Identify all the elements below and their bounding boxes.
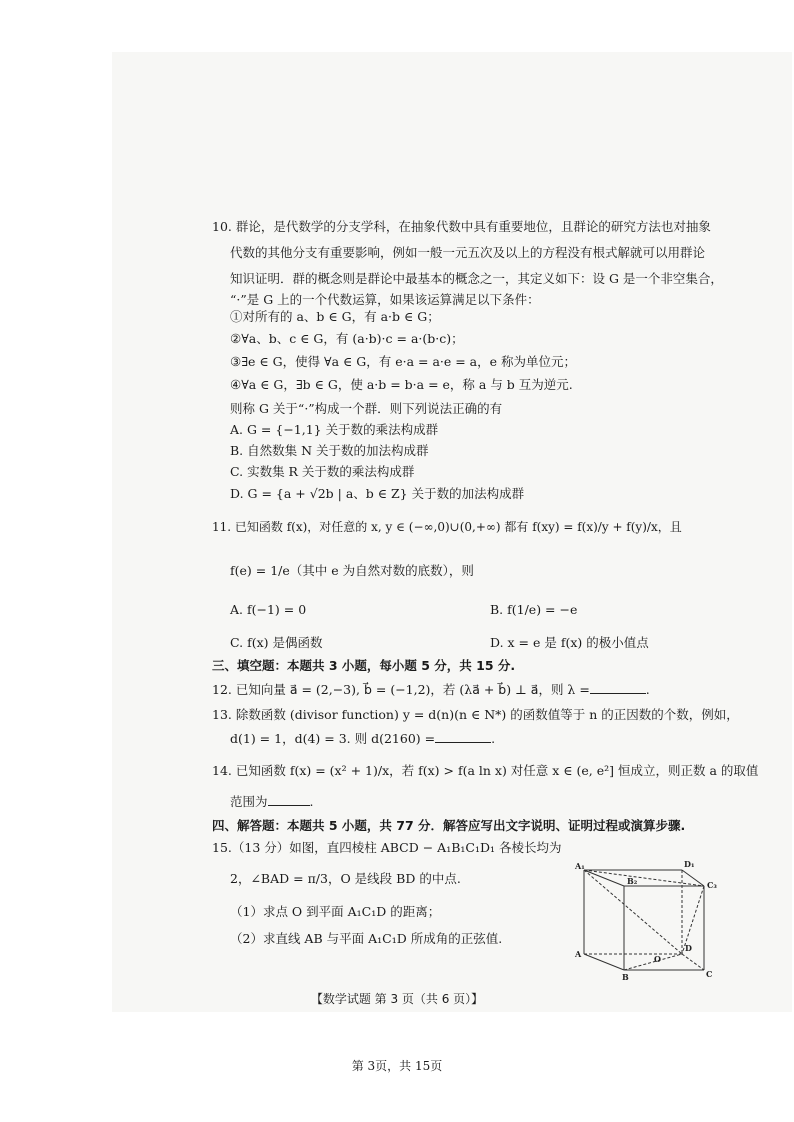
q11-option-c: C. f(x) 是偶函数: [230, 635, 323, 650]
q15-line-2: 2，∠BAD = π/3，O 是线段 BD 的中点.: [230, 871, 461, 886]
q15-part-2: （2）求直线 AB 与平面 A₁C₁D 所成角的正弦值.: [230, 931, 503, 946]
segment-b-d: [624, 954, 682, 970]
q12-end: .: [645, 682, 650, 697]
label-a1: A₁: [575, 861, 585, 871]
q11-option-b: B. f(1/e) = −e: [490, 602, 578, 617]
label-a: A: [575, 949, 582, 959]
outer-page-footer: 第 3页，共 15页: [351, 1059, 443, 1073]
label-c: C: [706, 969, 713, 979]
q13-answer-blank[interactable]: [435, 729, 491, 743]
q10-condition-2: ②∀a、b、c ∈ G，有 (a·b)·c = a·(b·c)；: [230, 331, 464, 346]
q13-line-1: 13. 除数函数 (divisor function) y = d(n)(n ∈ N*) 的函数值等于 n 的正因数的个数，例如，: [212, 707, 739, 722]
q11-line-1: 11. 已知函数 f(x)，对任意的 x, y ∈ (−∞,0)∪(0,+∞) 都有 f(xy) = f(x)/y + f(y)/x，且: [212, 520, 682, 534]
edge-a-b: [584, 954, 624, 970]
q14-stem: 范围为: [230, 794, 268, 809]
q12-answer-blank[interactable]: [590, 680, 646, 694]
q13-end: .: [491, 731, 496, 746]
q10-line-1: 10. 群论，是代数学的分支学科，在抽象代数中具有重要地位，且群论的研究方法也对抽象: [212, 219, 711, 234]
q10-line-4: “·”是 G 上的一个代数运算，如果该运算满足以下条件：: [230, 292, 540, 307]
q15-line-1: 15.（13 分）如图，直四棱柱 ABCD − A₁B₁C₁D₁ 各棱长均为: [212, 840, 562, 855]
q14-line-2: [230, 792, 314, 811]
q10-option-a: A. G = {−1,1} 关于数的乘法构成群: [230, 422, 439, 437]
q15-part-1: （1）求点 O 到平面 A₁C₁D 的距离；: [230, 904, 441, 919]
q13-line-2: [230, 729, 495, 748]
q12-stem: 12. 已知向量 a⃗ = (2,−3), b⃗ = (−1,2)，若 (λa⃗ + b⃗) ⊥ a⃗，则 λ =: [212, 682, 590, 697]
label-c3: C₃: [707, 880, 717, 890]
q10-option-d: D. G = {a + √2b | a、b ∈ Z} 关于数的加法构成群: [230, 486, 525, 501]
inner-page-footer: 【数学试题 第 3 页（共 6 页）】: [310, 992, 484, 1006]
q11-option-d: D. x = e 是 f(x) 的极小值点: [490, 635, 649, 650]
section-4-heading: 四、解答题：本题共 5 小题，共 77 分．解答应写出文字说明、证明过程或演算步骤.: [212, 818, 686, 833]
q14-line-1: 14. 已知函数 f(x) = (x² + 1)/x，若 f(x) > f(a ln x) 对任意 x ∈ (e, e²] 恒成立，则正数 a 的取值: [212, 763, 759, 778]
q11-line-2: f(e) = 1/e（其中 e 为自然对数的底数），则: [230, 563, 474, 578]
label-b2: B₂: [627, 876, 638, 886]
q14-answer-blank[interactable]: [268, 792, 310, 806]
q14-end: .: [309, 794, 314, 809]
q10-condition-1: ①对所有的 a、b ∈ G，有 a·b ∈ G；: [230, 309, 440, 324]
label-o: O: [654, 954, 661, 964]
q12-text: [212, 680, 650, 699]
q10-line-9: 则称 G 关于“·”构成一个群．则下列说法正确的有: [230, 401, 503, 416]
label-d1: D₁: [684, 859, 695, 869]
q10-option-c: C. 实数集 R 关于数的乘法构成群: [230, 464, 415, 479]
prism-figure: [572, 856, 732, 986]
q11-option-a: A. f(−1) = 0: [230, 602, 307, 617]
label-b: B: [622, 972, 629, 982]
label-d: D: [685, 943, 692, 953]
edge-d-c: [682, 954, 704, 970]
q10-condition-4: ④∀a ∈ G，∃b ∈ G，使 a·b = b·a = e，称 a 与 b 互为逆元.: [230, 377, 573, 392]
q13-stem: d(1) = 1，d(4) = 3. 则 d(2160) =: [230, 731, 436, 746]
q10-line-3: 知识证明．群的概念则是群论中最基本的概念之一，其定义如下：设 G 是一个非空集合，: [230, 271, 723, 286]
q10-condition-3: ③∃e ∈ G，使得 ∀a ∈ G，有 e·a = a·e = a，e 称为单位元；: [230, 354, 577, 369]
q10-line-2: 代数的其他分支有重要影响，例如一般一元五次及以上的方程没有根式解就可以用群论: [230, 245, 706, 260]
section-3-heading: 三、填空题：本题共 3 小题，每小题 5 分，共 15 分.: [212, 658, 516, 673]
q10-option-b: B. 自然数集 N 关于数的加法构成群: [230, 443, 429, 458]
